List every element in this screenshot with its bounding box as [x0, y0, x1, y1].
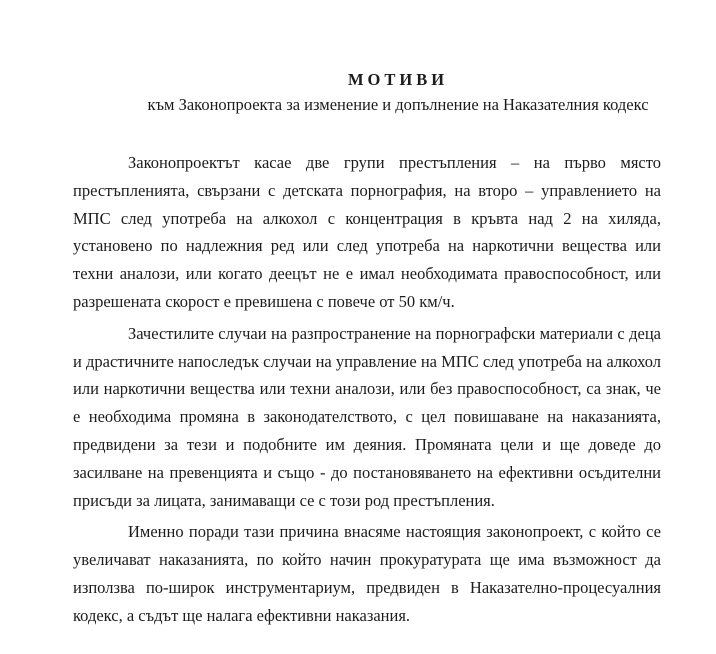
- paragraph-3: Именно поради тази причина внасяме настоящия законопроект, с който се увеличават наказанията, по който начин прокуратурата ще има възможност да използва по-широк инструментариум, предвиден в Наказателно-процесуалния кодекс, а съдът ще налага ефективни наказания.: [73, 522, 661, 625]
- paragraph-1: Законопроектът касае две групи престъпления – на първо място престъпленията, свързани с детската порнография, на второ – управлението на МПС след употреба на алкохол с концентрация в кръвта над 2 на хиляда, установено по надлежния ред или след употреба на наркотични вещества или техни аналози, или когато деецът не е имал необходимата правоспособност, или разрешената скорост е превишена с повече от 50 км/ч.: [73, 153, 661, 311]
- document-title: МОТИВИ: [347, 70, 449, 89]
- paragraph-2: Зачестилите случаи на разпространение на порнографски материали с деца и драстичните напоследък случаи на управление на МПС след употреба на алкохол или наркотични вещества или техни аналози, или без правоспособност, са знак, че е необходима промяна в законодателството, с цел повишаване на наказанията, предвидени за тези и подобните им деяния. Промяната цели и ще доведе до засилване на превенцията и също - до постановяването на ефективни осъдителни присъди за лицата, занимаващи се с този род престъпления.: [73, 323, 661, 510]
- document-subtitle: към Законопроекта за изменение и допълнение на Наказателния кодекс: [147, 95, 649, 114]
- document-body: [73, 149, 661, 630]
